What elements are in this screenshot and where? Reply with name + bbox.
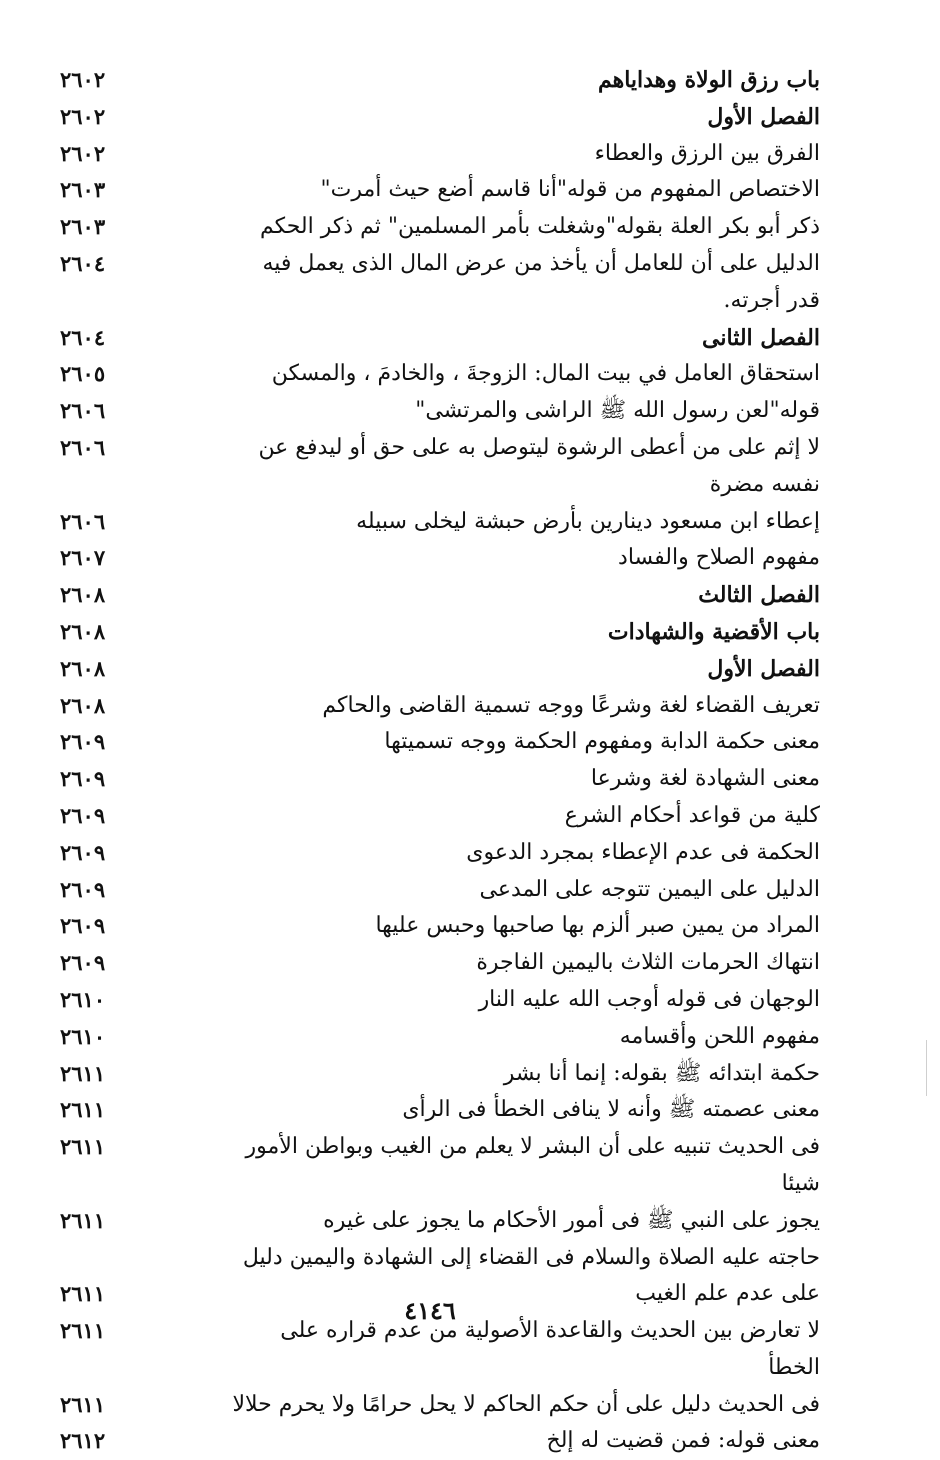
toc-entry xyxy=(60,1019,820,1056)
toc-entry-title: الدليل على أن للعامل أن يأخذ من عرض المال الذى يعمل فيه قدر أجرته. xyxy=(262,250,820,313)
toc-page-number: ٢٦١١ xyxy=(60,1134,106,1160)
toc-entry xyxy=(60,99,820,136)
toc-entry xyxy=(60,798,820,835)
toc-entry-title: ذكر أبو بكر العلة بقوله"وشغلت بأمر المسلمين" ثم ذكر الحكم xyxy=(259,214,820,240)
toc-page-number: ٢٦١١ xyxy=(60,1207,106,1233)
toc-entry xyxy=(60,835,820,872)
toc-page-number: ٢٦٠٤ xyxy=(60,324,106,350)
toc-entry xyxy=(60,577,820,614)
toc-page-number: ٢٦٠٣ xyxy=(60,214,106,240)
margin-mark xyxy=(926,1040,927,1096)
toc-page-number: ٢٦٠٩ xyxy=(60,802,106,828)
toc-page-number: ٢٦٠٧ xyxy=(60,545,106,571)
toc-entry xyxy=(60,540,820,577)
toc-entry-title: تعريف القضاء لغة وشرعًا ووجه تسمية القاضى والحاكم xyxy=(322,692,820,718)
toc-page-number: ٢٦١١ xyxy=(60,1060,106,1086)
toc-entry xyxy=(60,945,820,982)
toc-entry-title: الوجهان فى قوله أوجب الله عليه النار xyxy=(478,986,820,1012)
toc-entry xyxy=(60,1387,820,1424)
toc-entry xyxy=(60,62,820,99)
toc-entry-title: استحقاق العامل في بيت المال: الزوجةَ ، والخادمَ ، والمسكن xyxy=(271,361,820,387)
toc-page-number: ٢٦٠٣ xyxy=(60,177,106,203)
toc-entry-title: الاختصاص المفهوم من قوله"أنا قاسم أضع حيث أمرت" xyxy=(320,177,820,203)
toc-page-number: ٢٦١١ xyxy=(60,1281,106,1307)
toc-entry xyxy=(60,1092,820,1129)
toc-heading: الفصل الثالث xyxy=(698,582,820,609)
toc-entry-title: يجوز على النبي ﷺ فى أمور الأحكام ما يجوز على غيره xyxy=(323,1207,820,1233)
toc-page-number: ٢٦٠٢ xyxy=(60,103,106,129)
toc-page-number: ٢٦٠٩ xyxy=(60,876,106,902)
toc-page-number: ٢٦٠٩ xyxy=(60,766,106,792)
toc-entry-title: حاجته عليه الصلاة والسلام فى القضاء إلى الشهادة واليمين دليل على عدم علم الغيب xyxy=(242,1244,820,1307)
toc-entry-title: إعطاء ابن مسعود دينارين بأرض حبشة ليخلى سبيله xyxy=(356,508,820,534)
toc-page-number: ٢٦٠٩ xyxy=(60,913,106,939)
toc-entry xyxy=(60,1203,820,1240)
toc-entry xyxy=(60,651,820,688)
toc-entry xyxy=(60,320,820,357)
toc-page-number: ٢٦٠٩ xyxy=(60,950,106,976)
toc-entry-title: معنى عصمته ﷺ وأنه لا ينافى الخطأ فى الرأى xyxy=(402,1097,820,1123)
toc-entry xyxy=(60,209,820,246)
toc-entry-title: مفهوم الصلاح والفساد xyxy=(618,545,820,571)
toc-page-number: ٢٦٠٨ xyxy=(60,582,106,608)
toc-entry xyxy=(60,246,820,320)
toc-heading: باب رزق الولاة وهداياهم xyxy=(597,67,820,93)
toc-entry-title: فى الحديث دليل على أن حكم الحاكم لا يحل حرامًا ولا يحرم حلالا xyxy=(232,1391,820,1417)
toc-entry-title: انتهاك الحرمات الثلاث باليمين الفاجرة xyxy=(476,950,820,976)
toc-entry xyxy=(60,724,820,761)
toc-entry xyxy=(60,1423,820,1460)
toc-entry xyxy=(60,872,820,909)
toc-heading: الفصل الأول xyxy=(707,655,820,682)
toc-page-number: ٢٦١١ xyxy=(60,1097,106,1123)
toc-entry-title: قوله"لعن رسول الله ﷺ الراشى والمرتشى" xyxy=(415,398,820,424)
toc-entry xyxy=(60,761,820,798)
toc-page-number: ٢٦٠٢ xyxy=(60,67,106,92)
toc-page-number: ٢٦١٢ xyxy=(60,1428,106,1454)
toc-heading: الفصل الثانى xyxy=(702,324,820,351)
toc-entry-title: الدليل على اليمين تتوجه على المدعى xyxy=(479,876,820,902)
toc-entry xyxy=(60,504,820,541)
toc-page-number: ٢٦٠٦ xyxy=(60,434,106,460)
toc-page-number: ٢٦١١ xyxy=(60,1391,106,1417)
page-folio: ٤١٤٦ xyxy=(404,1296,456,1325)
table-of-contents xyxy=(60,62,820,1460)
toc-page-number: ٢٦٠٨ xyxy=(60,655,106,681)
toc-page-number: ٢٦٠٢ xyxy=(60,140,106,166)
toc-entry-title: مفهوم اللحن وأقسامه xyxy=(619,1023,820,1049)
toc-page-number: ٢٦٠٩ xyxy=(60,839,106,865)
toc-entry xyxy=(60,393,820,430)
toc-entry-title: معنى قوله: فمن قضيت له إلخ xyxy=(546,1428,820,1454)
toc-entry xyxy=(60,688,820,725)
toc-entry xyxy=(60,614,820,651)
toc-page-number: ٢٦٠٤ xyxy=(60,250,106,276)
toc-entry xyxy=(60,172,820,209)
toc-page-number: ٢٦٠٨ xyxy=(60,692,106,718)
toc-entry-title: معنى حكمة الدابة ومفهوم الحكمة ووجه تسميتها xyxy=(384,729,820,755)
toc-page-number: ٢٦١١ xyxy=(60,1318,106,1344)
toc-page-number: ٢٦٠٩ xyxy=(60,729,106,755)
toc-entry xyxy=(60,430,820,504)
toc-entry xyxy=(60,908,820,945)
toc-entry-title: المراد من يمين صبر ألزم بها صاحبها وحبس عليها xyxy=(375,913,820,939)
toc-entry-title: معنى الشهادة لغة وشرعا xyxy=(590,766,820,792)
toc-entry xyxy=(60,356,820,393)
toc-entry-title: فى الحديث تنبيه على أن البشر لا يعلم من الغيب وبواطن الأمور شيئا xyxy=(245,1134,820,1196)
toc-page-number: ٢٦٠٨ xyxy=(60,618,106,644)
toc-entry xyxy=(60,1056,820,1093)
toc-page-number: ٢٦٠٥ xyxy=(60,361,106,387)
toc-entry-title: كلية من قواعد أحكام الشرع xyxy=(564,802,820,828)
toc-page-number: ٢٦١٠ xyxy=(60,1023,106,1049)
toc-entry-title: الحكمة فى عدم الإعطاء بمجرد الدعوى xyxy=(466,839,820,865)
toc-entry xyxy=(60,136,820,173)
toc-page-number: ٢٦١٠ xyxy=(60,986,106,1012)
toc-entry-title: الفرق بين الرزق والعطاء xyxy=(594,140,820,166)
toc-page-number: ٢٦٠٦ xyxy=(60,398,106,424)
toc-entry xyxy=(60,1129,820,1203)
toc-entry-title: لا إثم على من أعطى الرشوة ليتوصل به على حق أو ليدفع عن نفسه مضرة xyxy=(258,434,820,497)
toc-entry xyxy=(60,982,820,1019)
toc-entry-title: حكمة ابتدائه ﷺ بقوله: إنما أنا بشر xyxy=(503,1060,820,1086)
toc-entry-title: لا تعارض بين الحديث والقاعدة الأصولية من عدم قراره على الخطأ xyxy=(280,1318,820,1380)
toc-heading: الفصل الأول xyxy=(707,103,820,130)
toc-page-number: ٢٦٠٦ xyxy=(60,508,106,534)
toc-heading: باب الأقضية والشهادات xyxy=(607,618,820,645)
